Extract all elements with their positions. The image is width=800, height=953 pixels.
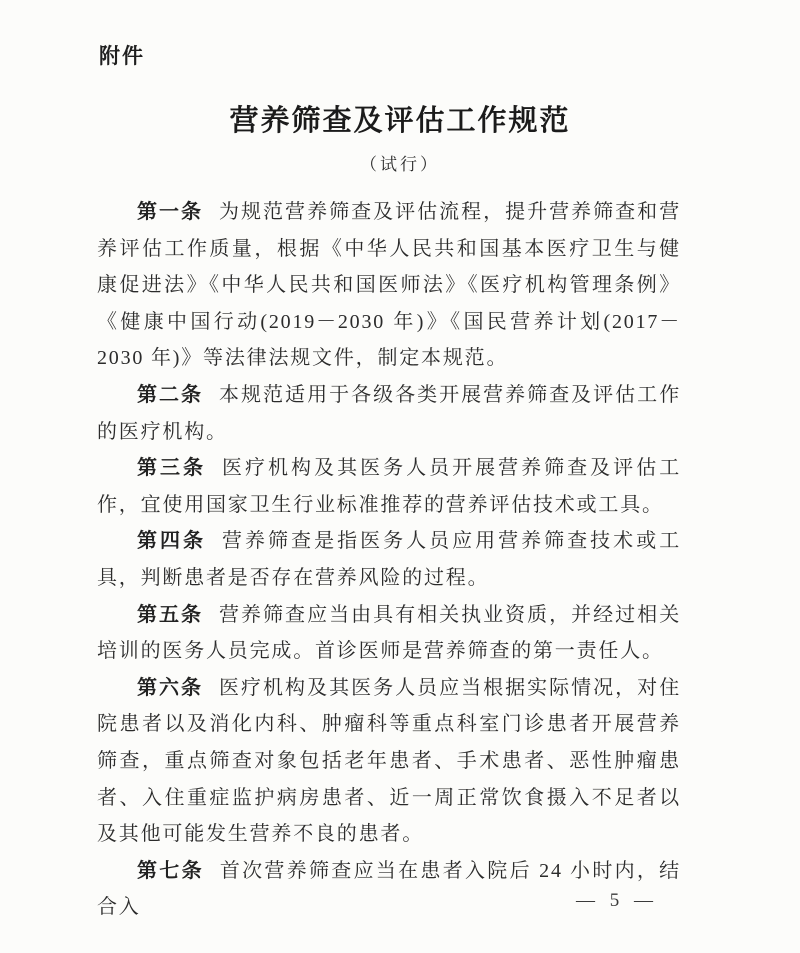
- document-title: 营养筛查及评估工作规范: [229, 105, 571, 137]
- article-paragraph: [97, 194, 681, 377]
- article-label: 第六条: [137, 676, 204, 699]
- article-text: 医疗机构及其医务人员开展营养筛查及评估工作，宜使用国家卫生行业标准推荐的营养评估技术或工具。: [97, 457, 681, 516]
- article-text: 为规范营养筛查及评估流程，提升营养筛查和营养评估工作质量，根据《中华人民共和国基本医疗卫生与健康促进法》《中华人民共和国医师法》《医疗机构管理条例》《健康中国行动(2019－2030 年)》《国民营养计划(2017－2030 年)》等法律法规文件，制定本规范。: [97, 201, 681, 370]
- article-label: 第四条: [137, 530, 207, 553]
- article-paragraph: [97, 597, 681, 670]
- document-body: [97, 194, 681, 926]
- attachment-label: 附件: [99, 45, 145, 68]
- article-paragraph: [97, 670, 681, 853]
- article-text: 医疗机构及其医务人员应当根据实际情况，对住院患者以及消化内科、肿瘤科等重点科室门诊患者开展营养筛查，重点筛查对象包括老年患者、手术患者、恶性肿瘤患者、入住重症监护病房患者、近一周正常饮食摄入不足者以及其他可能发生营养不良的患者。: [97, 676, 681, 846]
- document-subtitle: （试行）: [360, 155, 440, 174]
- article-label: 第七条: [137, 859, 204, 882]
- article-paragraph: [97, 377, 681, 450]
- article-text: 营养筛查是指医务人员应用营养筛查技术或工具，判断患者是否存在营养风险的过程。: [97, 530, 681, 589]
- article-label: 第五条: [137, 603, 204, 626]
- article-text: 本规范适用于各级各类开展营养筛查及评估工作的医疗机构。: [97, 383, 681, 443]
- article-text: 首次营养筛查应当在患者入院后 24 小时内，结合入: [97, 859, 681, 919]
- article-text: 营养筛查应当由具有相关执业资质，并经过相关培训的医务人员完成。首诊医师是营养筛查的第一责任人。: [97, 603, 681, 663]
- article-label: 第一条: [137, 201, 204, 223]
- article-label: 第二条: [137, 383, 204, 406]
- article-paragraph: [97, 450, 681, 523]
- article-label: 第三条: [137, 457, 207, 480]
- page-number: — 5 —: [576, 890, 658, 911]
- article-paragraph: [97, 523, 681, 596]
